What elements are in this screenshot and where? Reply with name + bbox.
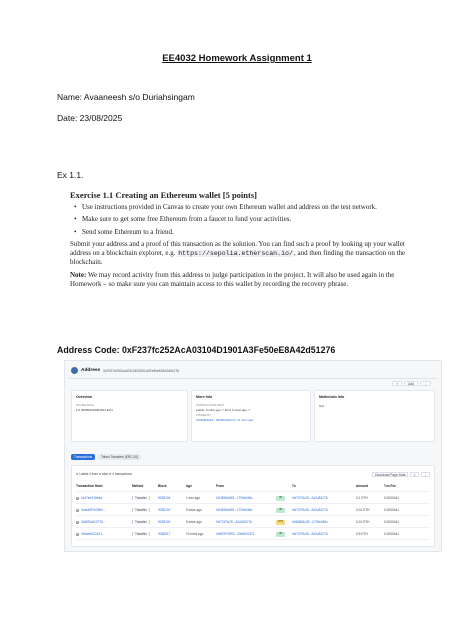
direction-badge: IN (276, 496, 285, 501)
multichain-title: Multichain Info (319, 395, 345, 399)
date-line: Date: 23/08/2025 (57, 113, 123, 123)
txn-fee: 0.0000441 (384, 496, 400, 500)
eth-balance-value: ♦ 0.499959139491622 ETH (76, 408, 113, 412)
exercise-points: [5 points] (222, 190, 257, 200)
txn-fee: 0.0000441 (384, 520, 400, 524)
to-address[interactable]: 0xF237fc25...A42d51276 (292, 532, 328, 536)
more-info-card (191, 390, 311, 442)
eth-balance-label: ETH BALANCE (76, 404, 95, 407)
bullet-item: • Make sure to get some free Ethereum from a faucet to fund your activities. (82, 215, 420, 224)
block-number[interactable]: 9038102 (158, 508, 171, 512)
eye-icon[interactable] (76, 497, 79, 500)
amount: 0.01 ETH (356, 520, 370, 524)
col-header: Age (186, 484, 193, 488)
exercise-excerpt-image (70, 190, 420, 289)
tool-button[interactable]: Add (404, 381, 418, 386)
exercise-paragraph (70, 240, 420, 268)
eye-icon[interactable] (76, 509, 79, 512)
table-summary: ⇅ Latest 4 from a total of 4 transactions (76, 472, 133, 476)
table-row[interactable] (76, 529, 430, 540)
eye-icon[interactable] (76, 521, 79, 524)
explorer-header (71, 367, 179, 374)
exercise-heading (70, 190, 420, 200)
funded-by-label: FUNDED BY (196, 414, 211, 417)
direction-badge: OUT (277, 520, 284, 524)
exercise-bullets (70, 203, 420, 237)
more-info-title: More Info (196, 395, 213, 399)
method-badge: Transfer (132, 508, 150, 512)
explorer-tools (392, 381, 431, 386)
overview-card (71, 390, 188, 442)
col-header: Transaction Hash (76, 484, 103, 488)
explorer-header-address: 0xF237fc252AcA03104D1901A3Fe50eE8A42d51276 (103, 368, 179, 373)
tab-token-transfers[interactable] (98, 454, 141, 460)
col-header: Method (132, 484, 144, 488)
age: 10 mins ago (186, 532, 204, 536)
method-badge: Transfer (132, 520, 150, 524)
explorer-header-label: Address (81, 368, 101, 373)
col-header: From (216, 484, 224, 488)
tool-button[interactable]: ⋮ (420, 381, 431, 386)
explorer-url: https://sepolia.etherscan.io/ (178, 250, 293, 258)
tx-hash[interactable]: 0x47ee315e6a... (81, 496, 105, 500)
tab-label: Transactions (74, 455, 93, 459)
tool-button[interactable]: + (392, 381, 402, 386)
table-row[interactable] (76, 505, 430, 516)
paragraph-text-end: , and then finding the transaction on the blockchain. (70, 249, 406, 267)
paragraph-text: Submit your address and a proof of this transaction as the solution. You can find such a proof by looking up your wallet address on a blockchain explorer, e.g. (70, 239, 405, 258)
tx-sent-label: TRANSACTIONS SENT (196, 404, 224, 407)
divider (69, 378, 437, 379)
address-avatar-icon (71, 367, 78, 374)
overview-title: Overview (76, 395, 92, 399)
exercise-note (70, 271, 420, 290)
bullet-item: • Use instructions provided in Canvas to create your own Ethereum wallet and address on the test network. (82, 203, 420, 212)
from-address[interactable]: 0x5E9F92E5...20b9b0CE3 (216, 532, 254, 536)
block-number[interactable]: 9038100 (158, 520, 171, 524)
col-header: Txn Fee (384, 484, 397, 488)
amount: 0.01 ETH (356, 508, 370, 512)
table-row[interactable] (76, 493, 430, 504)
filter-button[interactable]: ▽ (410, 472, 418, 477)
block-number[interactable]: 9038104 (158, 496, 171, 500)
to-address[interactable]: 0x56856c25...1705e048c (292, 520, 328, 524)
funded-by-value[interactable]: 0x5E9F92E5...20b9b0CE3 ⧉ | 11 mins ago (196, 418, 254, 422)
to-address[interactable]: 0xF237fc25...A42d51276 (292, 508, 328, 512)
name-line: Name: Avaaneesh s/o Duriahsingam (57, 92, 195, 102)
txn-fee: 0.0000441 (384, 508, 400, 512)
from-address[interactable]: 0xD89b6b25...1705e048c (216, 496, 253, 500)
transactions-table (71, 465, 435, 547)
from-address[interactable]: 0xF237fc25...A42d51276 (216, 520, 252, 524)
table-toolbar (76, 472, 430, 477)
block-number[interactable]: 9038017 (158, 532, 171, 536)
exercise-heading-text: Exercise 1.1 Creating an Ethereum wallet (70, 190, 221, 200)
age: 1 min ago (186, 496, 200, 500)
note-text: We may record activity from this address to judge participation in the project. It will also be used again in the Homework – so make sure you can maintain access to this wallet by recording the recovery phrase. (70, 270, 395, 289)
direction-badge: IN (276, 508, 285, 513)
table-buttons (372, 472, 430, 477)
tx-sent-value: Latest: 6 mins ago ↗ First: 6 mins ago ↗ (196, 408, 251, 412)
multichain-card (314, 390, 435, 442)
download-button[interactable]: Download Page Data (372, 472, 408, 477)
multichain-value: N/A (319, 404, 325, 408)
to-address[interactable]: 0xF237fc25...A42d51276 (292, 496, 328, 500)
tab-transactions[interactable] (71, 454, 95, 460)
explorer-tabs (71, 454, 141, 460)
age: 5 mins ago (186, 520, 202, 524)
more-button[interactable]: ⋮ (421, 472, 430, 477)
tx-hash[interactable]: 0xab6f67b29e0... (81, 508, 106, 512)
amount: 0.1 ETH (356, 496, 368, 500)
exercise-label: Ex 1.1. (57, 170, 84, 180)
from-address[interactable]: 0xD89b6b25...1705e048c (216, 508, 253, 512)
eye-icon[interactable] (76, 533, 79, 536)
col-header: To (292, 484, 296, 488)
table-row[interactable] (76, 517, 430, 528)
txn-fee: 0.0000441 (384, 532, 400, 536)
method-badge: Transfer (132, 496, 150, 500)
age: 5 mins ago (186, 508, 202, 512)
bullet-item: • Send some Ethereum to a friend. (82, 228, 420, 237)
table-header-row (76, 481, 430, 492)
col-header: Block (158, 484, 167, 488)
tab-label: Token Transfers (ERC-20) (101, 455, 139, 459)
etherscan-screenshot (64, 360, 442, 552)
amount: 0.5 ETH (356, 532, 368, 536)
tx-hash[interactable]: 0x5ae6022a71... (81, 532, 105, 536)
document-title: EE4032 Homework Assignment 1 (162, 53, 312, 64)
direction-badge: IN (276, 532, 285, 537)
method-badge: Transfer (132, 532, 150, 536)
address-code-line: Address Code: 0xF237fc252AcA03104D1901A3Fe50eE8A42d51276 (57, 345, 336, 355)
tx-hash[interactable]: 0x85f3d413776... (81, 520, 106, 524)
note-label: Note: (70, 270, 87, 279)
col-header: Amount (356, 484, 369, 488)
